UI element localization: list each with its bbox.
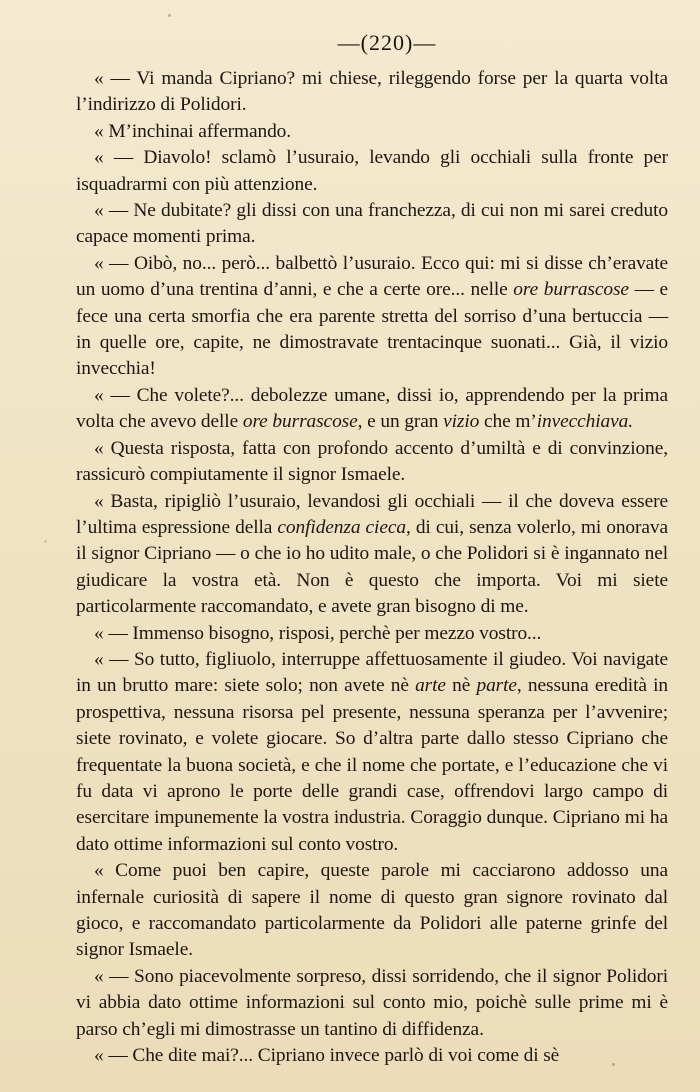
page-number: —(220)— xyxy=(337,30,437,55)
paragraph xyxy=(76,647,668,858)
text-run: « — Diavolo! sclamò l’usuraio, levando gli occhiali sulla fronte per isquadrarmi con più attenzione. xyxy=(76,147,668,195)
italic-run: ore burrascose xyxy=(513,279,629,301)
paragraph xyxy=(76,251,668,383)
text-run: « — Sono piacevolmente sorpreso, dissi sorridendo, che il signor Polidori vi abbia dato ottime informazioni sul conto mio, poichè sulle prime mi è parso ch’egli mi dimostrasse un tantino di diffidenza. xyxy=(76,965,668,1040)
text-run: « — Ne dubitate? gli dissi con una franchezza, di cui non mi sarei creduto capace momenti prima. xyxy=(76,200,668,248)
paper-speck xyxy=(612,1063,615,1066)
text-run: « — Vi manda Cipriano? mi chiese, rileggendo forse per la quarta volta l’indirizzo di Polidori. xyxy=(76,68,668,116)
paragraph xyxy=(76,383,668,436)
paragraph xyxy=(76,858,668,964)
italic-run: arte xyxy=(415,675,446,697)
text-run: nè xyxy=(445,675,477,697)
text-run: « Basta, ripigliò l’usuraio, levandosi gli occhiali — il che doveva essere l’ultima espressione della xyxy=(76,490,668,538)
page-text xyxy=(76,66,668,1069)
paper-speck xyxy=(44,540,47,543)
text-run: « Come puoi ben capire, queste parole mi cacciarono addosso una infernale curiosità di sapere il nome di questo gran signore rovinato dal gioco, e raccomandato particolarmente da Polidori alle paterne grinfe del signor Ismaele. xyxy=(76,860,668,961)
text-run: che m’ xyxy=(479,411,537,433)
text-run: « — Oibò, no... però... balbettò l’usuraio. Ecco qui: mi si disse ch’eravate un uomo d’una trentina d’anni, e che a certe ore... nelle xyxy=(76,252,668,301)
paragraph xyxy=(76,621,668,647)
paragraph xyxy=(76,198,668,251)
text-run: « — Che volete?... debolezze umane, dissi io, apprendendo per la prima volta che avevo delle xyxy=(76,384,668,433)
text-run: « — Immenso bisogno, risposi, perchè per mezzo vostro... xyxy=(94,622,542,644)
text-run: « — Che dite mai?... Cipriano invece parlò di voi come di sè xyxy=(94,1045,560,1067)
text-run: , e un gran xyxy=(357,411,444,433)
text-run: — e fece una certa smorfia che era parente stretta del sorriso d’una bertuccia — in quelle ore, capite, ne dimostravate trentacinque suonati... Già, il vizio invecchia! xyxy=(76,279,668,380)
italic-run: ore burrascose xyxy=(242,411,358,433)
paragraph xyxy=(76,964,668,1043)
text-run: , di cui, senza volerlo, mi onorava il signor Cipriano — o che io ho udito male, o che Polidori si è ingannato nel giudicare la vostra età. Non è questo che importa. Voi mi siete particolarmente raccomandato, e avete gran bisogno di me. xyxy=(76,516,668,618)
paragraph xyxy=(76,66,668,119)
italic-run: parte xyxy=(476,675,517,697)
text-run: , nessuna eredità in prospettiva, nessuna risorsa pel presente, nessuna speranza per l’avvenire; siete rovinato, e volete giocare. So d’altra parte dallo stesso Cipriano che frequentate la buona società, e che il nome che portate, e l’educazione che vi fu data vi aprono le porte delle grandi case, offrendovi largo campo di esercitare impunemente la vostra industria. Coraggio dunque. Cipriano mi ha dato ottime informazioni sul conto vostro. xyxy=(76,675,668,855)
text-run: « — So tutto, figliuolo, interruppe affettuosamente il giudeo. Voi navigate in un brutto mare: siete solo; non avete nè xyxy=(76,648,668,697)
paragraph xyxy=(76,436,668,489)
italic-run: confidenza cieca xyxy=(277,516,406,538)
text-run: « Questa risposta, fatta con profondo accento d’umiltà e di convinzione, rassicurò compiutamente il signor Ismaele. xyxy=(76,437,668,486)
paragraph xyxy=(76,145,668,198)
paragraph xyxy=(76,119,668,145)
italic-run: vizio xyxy=(443,411,480,433)
paper-speck xyxy=(168,14,171,17)
paragraph xyxy=(76,1043,668,1069)
text-run: « M’inchinai affermando. xyxy=(94,120,292,142)
italic-run: invecchiava. xyxy=(536,411,633,433)
paragraph xyxy=(76,489,668,621)
